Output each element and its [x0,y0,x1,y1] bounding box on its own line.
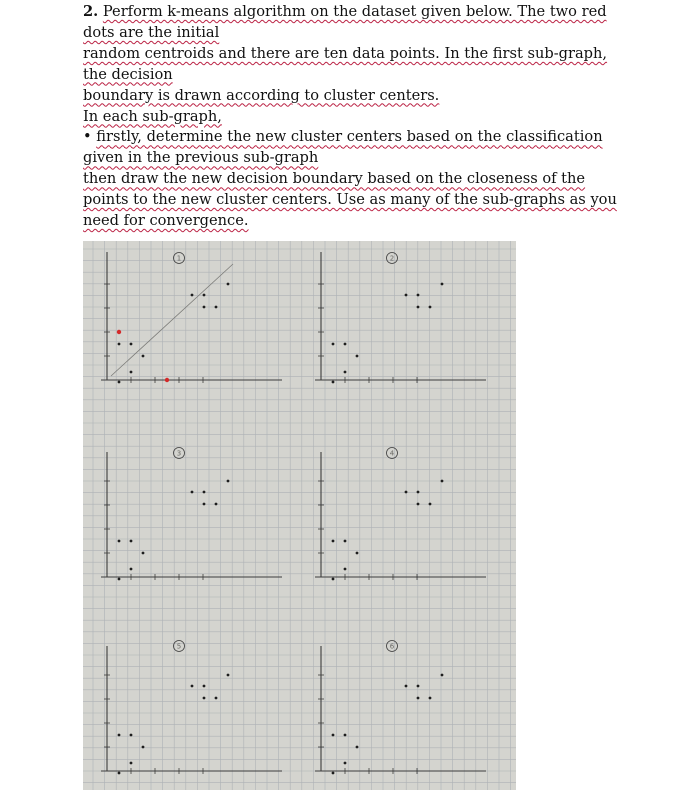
question-line-6: In each sub-graph, [83,107,222,125]
data-point [441,480,444,483]
data-point [142,552,145,555]
subgraph-number: 4 [389,449,395,458]
data-point [344,540,347,543]
data-point [417,503,420,506]
data-point [332,540,335,543]
data-point [405,491,408,494]
data-point [130,540,133,543]
data-point [203,697,206,700]
data-point [332,343,335,346]
data-point [227,480,230,483]
question-line-1-text: Perform k-means algorithm on the dataset given below. The two red [102,3,607,20]
data-point [417,491,420,494]
data-point [203,294,206,297]
subgraph-number: 5 [176,642,182,651]
data-point [429,697,432,700]
data-point [356,552,359,555]
data-point [203,685,206,688]
data-point [332,381,335,384]
question-text [83,2,643,232]
data-point [417,294,420,297]
question-line-11: need for convergence. [83,212,249,230]
data-point [429,503,432,506]
data-point [441,283,444,286]
data-point [215,697,218,700]
grid-paper-graphic [83,241,516,790]
data-point [203,503,206,506]
red-centroid [117,330,121,334]
question-line-8: given in the previous sub-graph [83,149,319,167]
data-point [227,674,230,677]
data-point [441,674,444,677]
bullet-icon: • [83,128,92,146]
data-point [118,772,121,775]
data-point [191,491,194,494]
data-point [130,734,133,737]
data-point [118,578,121,581]
data-point [118,343,121,346]
data-point [332,578,335,581]
data-point [405,685,408,688]
data-point [344,343,347,346]
data-point [130,371,133,374]
data-point [227,283,230,286]
data-point [142,746,145,749]
data-point [118,734,121,737]
question-line-5: boundary is drawn according to cluster centers. [83,86,440,104]
subgraph-number: 6 [389,642,395,651]
data-point [344,734,347,737]
question-line-3: random centroids and there are ten data points. In the first sub-graph, [83,44,608,62]
data-point [405,294,408,297]
question-line-9: then draw the new decision boundary based on the closeness of the [83,170,586,188]
data-point [344,568,347,571]
data-point [332,734,335,737]
data-point [356,746,359,749]
subgraph-number: 1 [176,254,182,263]
data-point [344,762,347,765]
subgraph-number: 2 [389,254,395,263]
data-point [191,685,194,688]
data-point [191,294,194,297]
data-point [429,306,432,309]
data-point [203,491,206,494]
red-centroid [165,378,169,382]
data-point [130,568,133,571]
question-line-4: the decision [83,65,173,83]
data-point [118,381,121,384]
data-point [417,685,420,688]
data-point [130,762,133,765]
question-line-10: points to the new cluster centers. Use as many of the sub-graphs as you [83,191,617,209]
question-number: 2. [83,3,99,20]
data-point [417,306,420,309]
question-line-2: dots are the initial [83,23,220,41]
data-point [130,343,133,346]
data-point [203,306,206,309]
data-point [118,540,121,543]
question-line-7-text: firstly, determine the new cluster centers based on the classification [96,128,603,146]
data-point [356,355,359,358]
data-point [215,503,218,506]
subgraph-number: 3 [176,449,182,458]
question-line-7 [83,127,643,148]
data-point [215,306,218,309]
question-line-1 [83,2,643,23]
grid-paper-photo [83,241,516,790]
data-point [417,697,420,700]
data-point [332,772,335,775]
data-point [344,371,347,374]
data-point [142,355,145,358]
